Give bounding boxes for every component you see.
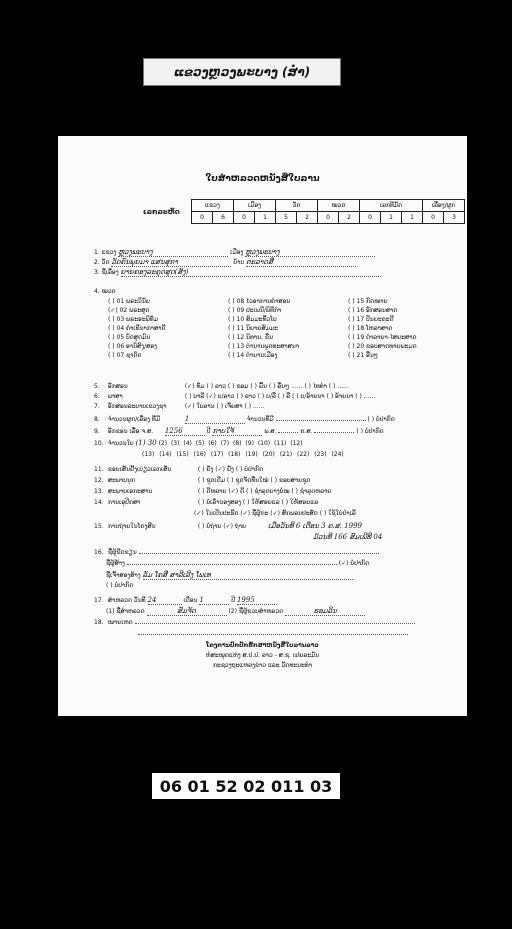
code-digit-row	[192, 212, 465, 224]
title-value: ຍາຍຄອງລະຄຸດສູດ(ສັງ)	[121, 268, 381, 277]
material-options[interactable]: (✓) ໃບລານ ( ) ເຈັ້ຍສາ ( ) ......	[184, 403, 265, 410]
category-option[interactable]: ( ) 16 ອັກສອນສາດ	[348, 307, 398, 314]
code-header: ແຂວງ	[192, 200, 234, 212]
field-label: ສະພາບເອກະສານ	[107, 488, 153, 495]
field-label: (1) ຊື່ສຳຫລວດ	[106, 608, 145, 615]
survey-day: 24	[148, 596, 182, 605]
field-label: ຊື່ຜູ້ສ້າງ	[106, 560, 125, 567]
year-name: ກາບໃຈ້	[212, 427, 262, 436]
field-label: ສຳຫລວດ ວັນທີ	[107, 597, 146, 604]
code-table	[191, 199, 465, 224]
field-label: ການເອຸປີກສາ	[107, 499, 141, 506]
row-number: 16.	[94, 549, 104, 556]
survey-year: 1995	[237, 596, 277, 605]
row-temple	[94, 258, 356, 267]
code-digit: 1	[255, 212, 276, 224]
form-footer	[58, 641, 467, 671]
category-option[interactable]: ( ) 01 ພຣະວິນັຍ	[108, 298, 150, 305]
row-province	[94, 248, 375, 257]
blank-line	[278, 432, 298, 433]
survey-form	[58, 136, 467, 716]
blank-line	[138, 634, 408, 635]
field-label: ອັກຂອນ ເລື່ອ ຈ.ສ.	[107, 428, 154, 435]
row-number: 8.	[94, 416, 100, 423]
field-label: ຈຳນວນຜູກ/ເລື່ອງ ທີ່ມີ	[107, 416, 161, 423]
province-value: ຫຼວງພະບາງ	[118, 248, 228, 257]
code-header: ເລື່ອງ/ຜູກ	[423, 200, 465, 212]
row-language	[94, 393, 375, 400]
leaf-numbers-2: (13) (14) (15) (16) (17) (18) (19) (20) (21) (22) (23) (24)	[142, 451, 344, 458]
field-label: ແຂວງ	[101, 249, 117, 256]
blank-line	[127, 564, 337, 565]
language-options[interactable]: ( ) ບາລີ (✓) ບ/ລາວ ( ) ລາວ ( ) ບ/ລື ( ) ລື ( ) ບ/ອ້າຍນາ ( ) ອ້າຍນາ ( ) ......	[184, 393, 376, 400]
row-title	[94, 268, 381, 277]
field-label: ຄ.ສ.	[300, 428, 313, 435]
category-option[interactable]: (✓) 02 ພຣະສູດ	[108, 307, 150, 314]
field-label: ບ້ານ	[233, 259, 245, 266]
category-option[interactable]: ( ) 11 ນິຍາຍສົມມະ	[228, 325, 278, 332]
category-option[interactable]: ( ) 14 ຕຳນານເມືອງ	[228, 352, 278, 359]
category-grid	[108, 298, 448, 359]
category-option[interactable]: ( ) 21 ອື່ນໆ	[348, 352, 378, 359]
row-16c	[106, 571, 353, 580]
row-16b	[106, 560, 369, 567]
field-label: ພາສາ	[107, 393, 123, 400]
row-fascicles	[94, 415, 395, 424]
code-digit: 2	[339, 212, 360, 224]
category-option[interactable]: ( ) 20 ຂອບສາດທາຍພະມດ	[348, 343, 417, 350]
code-digit: 0	[360, 212, 381, 224]
row-number: 2.	[94, 259, 100, 266]
field-label: ເມືອງ	[230, 249, 244, 256]
code-digit: 0	[234, 212, 255, 224]
blank-line	[276, 420, 366, 421]
row-date	[94, 427, 384, 436]
leaf-numbers: (2) (3) (4) (5) (6) (7) (8) (9) (10) (11) (12)	[158, 440, 303, 447]
code-digit: 0	[192, 212, 213, 224]
row-number: 3.	[94, 269, 100, 276]
code-digit: 2	[297, 212, 318, 224]
code-header: ວັດ	[276, 200, 318, 212]
row-number: 15.	[94, 523, 104, 530]
category-option[interactable]: ( ) 17 ປັນຍະຄະດີ	[348, 316, 394, 323]
row-number: 17.	[94, 597, 104, 604]
field-label: ຂອບເສັ່ນຢັ້ງເບ່ຽວເລກເສັ່ນ	[107, 466, 172, 473]
field-label: ອັກສອນ	[107, 383, 128, 390]
field-label: ໝວດ	[101, 288, 116, 295]
row-script	[94, 383, 349, 390]
row-number: 7.	[94, 403, 100, 410]
options[interactable]: ( ) ບໍ່ເລົ່ານອງສອງ ( ) ໃຫ້ສອຍແລ ( ) ໃຫ້ສອຍແລ	[197, 499, 319, 506]
row-11	[94, 466, 263, 473]
photo-date: ເມືອວັນທີ 6 ເດືອນ 3 ຄ.ສ. 1999	[268, 522, 362, 530]
row-number: 6.	[94, 393, 100, 400]
assistant-name: ຮອມລິນ	[285, 607, 365, 616]
row-number: 5.	[94, 383, 100, 390]
sponsor-value: ລັມ ໂຄສື ສາລີເລີງ ໂພເທ	[143, 571, 353, 580]
category-option[interactable]: ( ) 07 ຊາດົກ	[108, 352, 142, 359]
options[interactable]: ( ) ຊຸດເດີມ ( ) ຊຸດຈັດທື່ນໃໝ່ ( ) ຂອບສາຍຊຸດ	[197, 477, 311, 484]
category-option[interactable]: ( ) 18 ໂຫລາສາດ	[348, 325, 393, 332]
field-label: ຊື່ຜູ້ຂີດຂຽນ	[107, 549, 137, 556]
bottom-label: 06 01 52 02 011 03	[152, 773, 340, 799]
field-label: ຊື່ເລື່ອງ	[101, 269, 119, 276]
field-label: ຈຳນວນທີ່ມີ	[246, 416, 274, 423]
code-digit: 1	[381, 212, 402, 224]
footer-line: ກະຊວງຖະແຫລງຂ່າວ ແລະ ວັດທະນະທຳ	[213, 662, 312, 669]
category-option[interactable]: ( ) 09 ປະເພນີ/ພິທີກຳ	[228, 307, 282, 314]
options[interactable]: ( ) ດີຫລາຍ (✓) ດີ ( ) ຊຳລຸດບາງບໍ່ໝ ( ) ຊຳລຸດຫລາຍ	[197, 488, 332, 495]
row-number: 11.	[94, 466, 104, 473]
row-14	[94, 499, 318, 506]
blank-line	[139, 553, 379, 554]
form-title: ໃບສຳຫລວດຫນັງສືໃບລານ	[205, 174, 320, 184]
row-18	[94, 619, 415, 626]
code-header: ເລກທີມັດ	[360, 200, 423, 212]
district-value: ຫຼວງພະບາງ	[245, 248, 375, 257]
row-17	[94, 596, 277, 605]
row-number: 9.	[94, 428, 100, 435]
category-option[interactable]: ( ) 13 ຕຳນານພຸດທະສາສນາ	[228, 343, 299, 350]
code-header: ເມືອງ	[234, 200, 276, 212]
row-12	[94, 477, 310, 484]
category-option[interactable]: ( ) 19 ດຳລາຍາ-ໄສຍະສາດ	[348, 334, 417, 341]
code-header-row	[192, 200, 465, 212]
row-number: 1.	[94, 249, 100, 256]
code-digit: 0	[423, 212, 444, 224]
row-number: 12.	[94, 477, 104, 484]
surveyor-name: ສົມຈັດ	[147, 607, 227, 616]
field-label: ສະພາບນຸກ	[107, 477, 136, 484]
category-option[interactable]: ( ) 10 ສົມມະທີ່ວໂບ	[228, 316, 277, 323]
village-value: ຕະລາດສື່	[246, 258, 356, 267]
top-label: ແຂວງຫຼວງພະບາງ (ສຳ)	[143, 58, 341, 86]
category-option[interactable]: ( ) 05 ບົດສູດມົນ	[108, 334, 151, 341]
row-15	[94, 522, 362, 530]
row-number: 18.	[94, 619, 104, 626]
category-option[interactable]: ( ) 04 ຄຳເທີນາກາສາດີ	[108, 325, 166, 332]
survey-month: 1	[199, 596, 229, 605]
options[interactable]: ( ) ຍັ່ງ (✓) ຍັ່ງ ( ) ບໍ່ປາກົດ	[197, 466, 264, 473]
temple-value: ວັດຄົນພຸຍມາ ແສນສຸກາ	[111, 258, 231, 267]
code-digit: 3	[444, 212, 465, 224]
blank-line	[314, 432, 354, 433]
id-label: ເລກລະຫັດ	[143, 208, 180, 216]
code-digit: 1	[402, 212, 423, 224]
field-label: (2) ຊື່ຜູ້ຂວບສຳຫລວດ	[228, 608, 284, 615]
row-16a	[94, 549, 379, 556]
code-digit: 6	[213, 212, 234, 224]
field-label: ໝາຍເຫດ	[107, 619, 133, 626]
field-label: ຈຳນວນໃບ	[107, 440, 134, 447]
reel-number: ມ້ວນທີ 166 ສົມເພີທີ 04	[313, 533, 383, 541]
row-number: 4.	[94, 288, 100, 295]
not-shown-option[interactable]: (✓) ບໍ່ປາກົດ	[338, 560, 370, 567]
row-leaves	[94, 439, 303, 447]
field-label: ວັດ	[101, 259, 110, 266]
field-label: ອັກສອນລະບາບເຂວງຊາ	[107, 403, 167, 410]
row-14b[interactable]: (✓) ໃນເປັນປະຮີດ (✓) ຊື່ຜູ້ກະ (✓) ສັກພອນປະສັດ ( ) ໃຊ້ໃບ່ປ່າເລີ	[194, 510, 356, 517]
row-category	[94, 288, 116, 295]
code-digit: 0	[318, 212, 339, 224]
footer-line: ຫໍສະໝຸດແຫ່ງ ສ.ປ.ປ. ລາວ - ສ.ຊ. ເຢຍລະມັນ	[205, 652, 320, 659]
fascicle-count: 1	[185, 415, 245, 424]
field-label: ພ.ສ.	[264, 428, 277, 435]
not-shown-option[interactable]: ( ) ບໍ່ປາກົດ	[356, 428, 384, 435]
row-17b	[106, 607, 365, 616]
category-option[interactable]: ( ) 08 ໄວອາການຄຳສອນ	[228, 298, 291, 305]
not-shown-option[interactable]: ( ) ບໍ່ປາກົດ	[106, 582, 134, 589]
leaf-count: (1) 30	[135, 439, 157, 447]
cs-year: 1256	[165, 427, 205, 436]
field-label: ປີ	[231, 597, 236, 604]
options[interactable]: ( ) ບໍ່ຖ່າຍ (✓) ຖ່າຍ	[197, 523, 247, 530]
category-option[interactable]: ( ) 03 ພຣະອະພິທັມ	[108, 316, 158, 323]
row-13	[94, 488, 331, 495]
row-number: 13.	[94, 488, 104, 495]
row-material	[94, 403, 264, 410]
row-16d	[106, 582, 133, 589]
footer-line: ໂຄງການປົກປັກຮັກສາຫນັງສືໃບລານລາວ	[206, 642, 319, 649]
blank-line	[135, 623, 415, 624]
row-number: 10.	[94, 440, 104, 447]
code-digit: 5	[276, 212, 297, 224]
field-label: ຊື່ເຈົ້າສອງສ້າງ	[106, 572, 141, 579]
category-option[interactable]: ( ) 12 ນິທານ, ຂື່ນ	[228, 334, 273, 341]
row-18b	[138, 630, 408, 637]
category-option[interactable]: ( ) 06 ອານິສົງ/ສອງ	[108, 343, 158, 350]
row-number: 14.	[94, 499, 104, 506]
field-label: ການຖ່າຍໃນໂຄງສີນ	[107, 523, 156, 530]
not-shown-option[interactable]: ( ) ບໍ່ປາກົດ	[367, 416, 395, 423]
script-options[interactable]: (✓) ທັມ ( ) ລາວ ( ) ຂອມ ( ) ພື້ນ ( ) ອື່ນໆ ...... ( ) ໄທທຳ ( ) ......	[184, 383, 349, 390]
code-header: ໝວດ	[318, 200, 360, 212]
field-label: ປີ	[206, 428, 211, 435]
category-option[interactable]: ( ) 15 ກົດໝາຍ	[348, 298, 388, 305]
field-label: ເດືອນ	[183, 597, 198, 604]
